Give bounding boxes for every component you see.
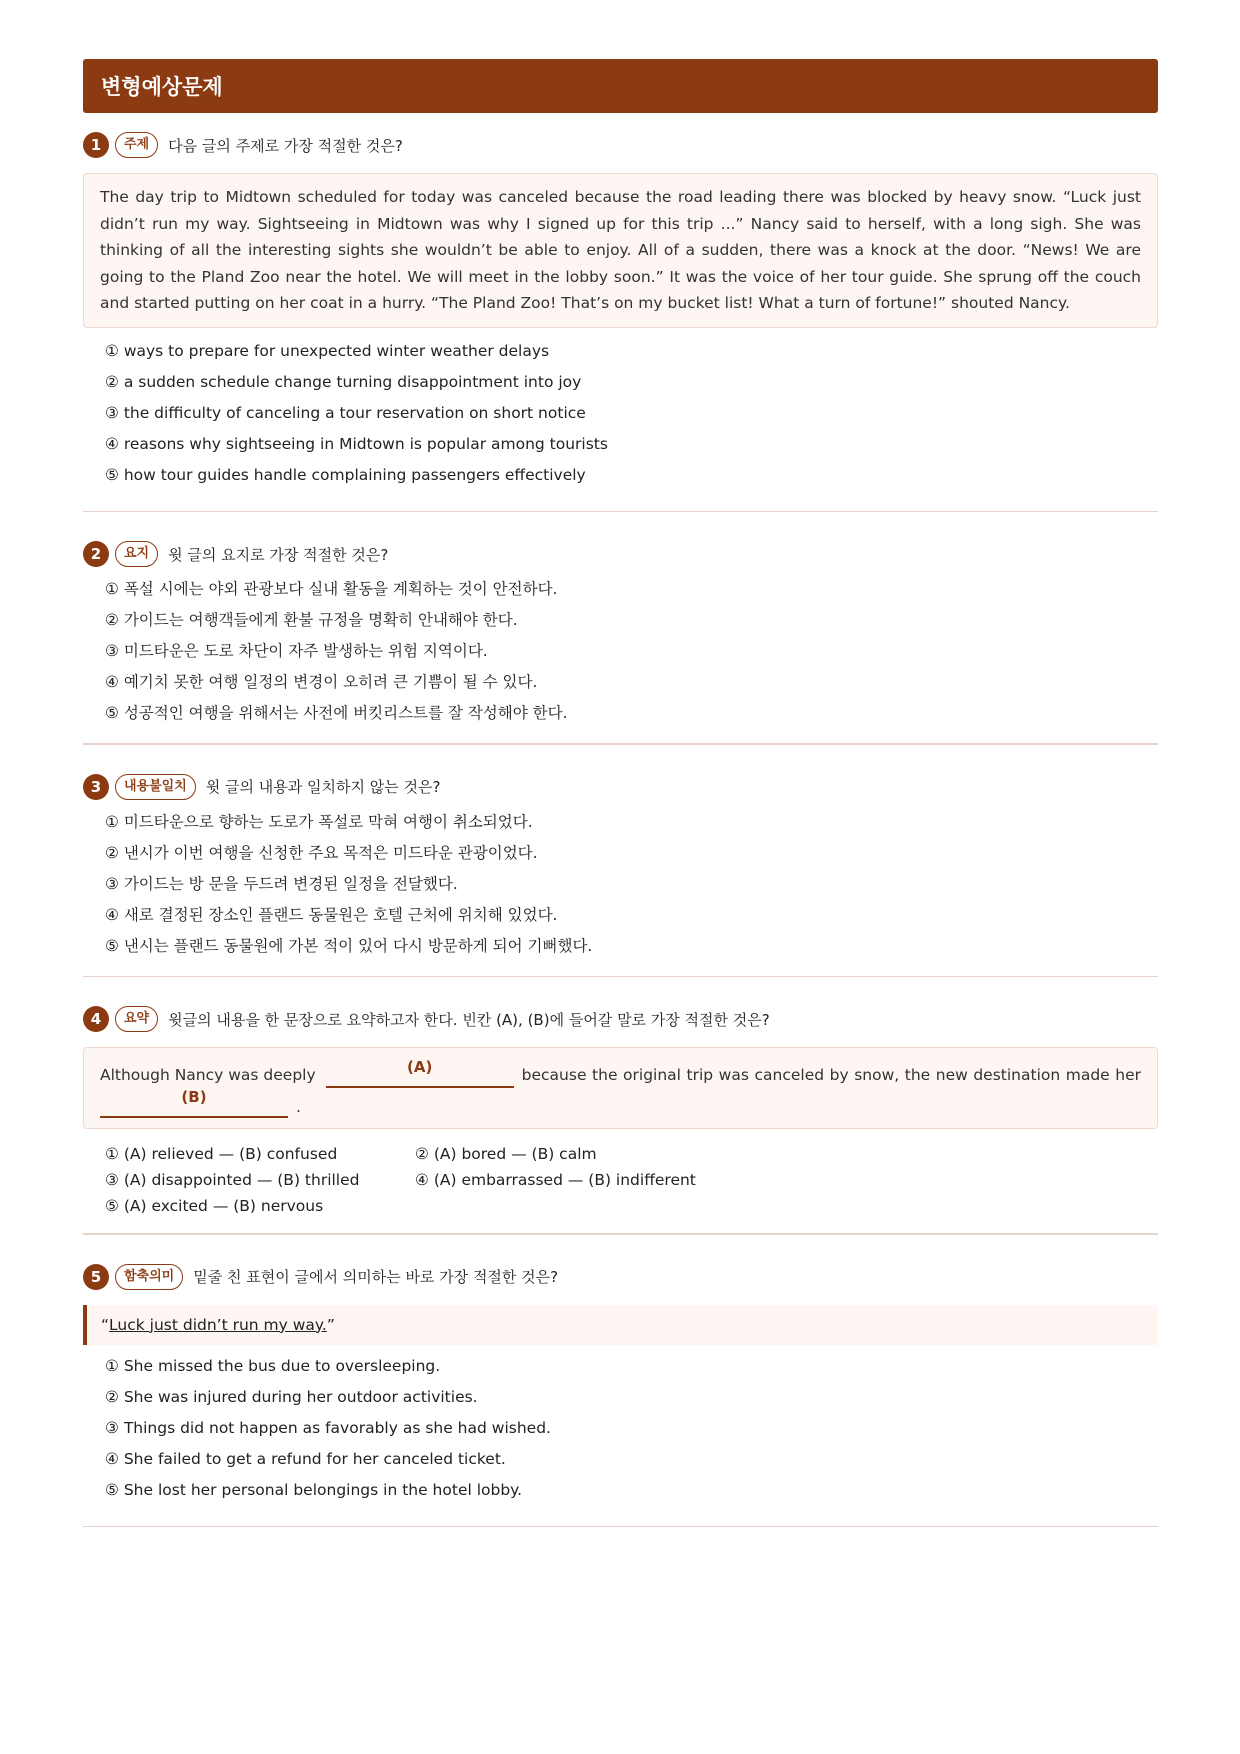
answer-choice[interactable]: ④ 새로 결정된 장소인 플랜드 동물원은 호텔 근처에 위치해 있었다. [105, 905, 558, 924]
section-header [83, 59, 1158, 113]
answer-choice[interactable]: ① 폭설 시에는 야외 관광보다 실내 활동을 계획하는 것이 안전하다. [105, 580, 558, 598]
answer-choice[interactable]: ① ways to prepare for unexpected winter weather delays [105, 341, 550, 360]
question-type-tag: 요지 [115, 541, 158, 567]
quote-close: ” [326, 1315, 335, 1334]
question-prompt: 윗 글의 요지로 가장 적절한 것은? [168, 545, 389, 564]
question-header [83, 536, 1158, 572]
question-number-badge: 5 [83, 1264, 109, 1290]
summary-text: because the original trip was canceled by snow, the new destination made her [521, 1066, 1141, 1084]
question-header [83, 127, 1158, 163]
answer-choice[interactable]: ③ (A) disappointed — (B) thrilled [105, 1171, 360, 1189]
answer-choice[interactable]: ① (A) relieved — (B) confused [105, 1145, 338, 1163]
question-1 [83, 127, 1158, 491]
answer-choice[interactable]: ② (A) bored — (B) calm [415, 1145, 597, 1163]
answer-choice[interactable]: ③ 가이드는 방 문을 두드려 변경된 일정을 전달했다. [105, 874, 458, 893]
divider [83, 743, 1158, 745]
divider [83, 1233, 1158, 1235]
summary-line-1 [100, 1054, 1141, 1090]
answer-choice[interactable]: ② 가이드는 여행객들에게 환불 규정을 명확히 안내해야 한다. [105, 611, 518, 629]
answer-choice[interactable]: ③ the difficulty of canceling a tour reservation on short notice [105, 403, 586, 422]
answer-choices [83, 807, 1158, 962]
question-prompt: 다음 글의 주제로 가장 적절한 것은? [168, 136, 403, 155]
answer-choice[interactable]: ⑤ She lost her personal belongings in the hotel lobby. [105, 1480, 523, 1499]
divider [83, 1526, 1158, 1528]
question-type-tag: 내용불일치 [115, 774, 196, 800]
answer-choice[interactable]: ③ Things did not happen as favorably as she had wished. [105, 1418, 551, 1437]
question-3 [83, 769, 1158, 962]
answer-choice[interactable]: ② 낸시가 이번 여행을 신청한 주요 목적은 미드타운 관광이었다. [105, 843, 538, 862]
question-number-badge: 2 [83, 541, 109, 567]
question-header [83, 1259, 1158, 1295]
quoted-expression [83, 1305, 1158, 1345]
summary-text: Although Nancy was deeply [100, 1066, 316, 1084]
blank-a: (A) [326, 1058, 514, 1088]
answer-choice[interactable]: ⑤ (A) excited — (B) nervous [105, 1197, 324, 1215]
question-prompt: 윗글의 내용을 한 문장으로 요약하고자 한다. 빈칸 (A), (B)에 들어갈 말로 가장 적절한 것은? [168, 1010, 770, 1029]
answer-choices [83, 336, 1158, 491]
worksheet-page [83, 59, 1158, 1527]
summary-end: . [296, 1098, 301, 1116]
question-prompt: 윗 글의 내용과 일치하지 않는 것은? [205, 778, 441, 796]
divider [83, 511, 1158, 513]
question-prompt: 밑줄 친 표현이 글에서 의미하는 바로 가장 적절한 것은? [193, 1268, 559, 1286]
summary-line-2 [100, 1090, 1141, 1120]
answer-choice[interactable]: ④ (A) embarrassed — (B) indifferent [415, 1171, 696, 1189]
question-header [83, 1001, 1158, 1037]
answer-choice[interactable]: ① She missed the bus due to oversleeping. [105, 1356, 441, 1375]
answer-choices [83, 574, 1158, 729]
divider [83, 976, 1158, 978]
question-4 [83, 1001, 1158, 1219]
answer-choice[interactable]: ④ 예기치 못한 여행 일정의 변경이 오히려 큰 기쁨이 될 수 있다. [105, 673, 538, 691]
answer-choice[interactable]: ⑤ 낸시는 플랜드 동물원에 가본 적이 있어 다시 방문하게 되어 기뻐했다. [105, 936, 593, 955]
question-header [83, 769, 1158, 805]
summary-box [83, 1047, 1158, 1129]
answer-choice[interactable]: ② a sudden schedule change turning disappointment into joy [105, 372, 582, 391]
question-type-tag: 요약 [115, 1006, 158, 1032]
answer-choice[interactable]: ⑤ 성공적인 여행을 위해서는 사전에 버킷리스트를 잘 작성해야 한다. [105, 704, 568, 722]
question-type-tag: 함축의미 [115, 1264, 183, 1290]
question-number-badge: 4 [83, 1006, 109, 1032]
question-number-badge: 1 [83, 132, 109, 158]
answer-choice[interactable]: ① 미드타운으로 향하는 도로가 폭설로 막혀 여행이 취소되었다. [105, 812, 533, 831]
blank-b: (B) [100, 1088, 288, 1118]
question-5 [83, 1259, 1158, 1506]
reading-passage: The day trip to Midtown scheduled for today was canceled because the road leading there was blocked by heavy snow. “Luck just didn’t run my way. Sightseeing in Midtown was why I signed up for this trip ...” Nancy said to herself, with a long sigh. She was thinking of all the interesting sights she wouldn’t be able to enjoy. All of a sudden, there was a knock at the door. “News! We are going to the Pland Zoo near the hotel. We will meet in the lobby soon.” It was the voice of her tour guide. She sprung off the couch and started putting on her coat in a hurry. “The Pland Zoo! That’s on my bucket list! What a turn of fortune!” shouted Nancy. [83, 173, 1158, 328]
answer-choice[interactable]: ④ She failed to get a refund for her canceled ticket. [105, 1449, 506, 1468]
question-2 [83, 536, 1158, 729]
quote-open: “ [101, 1315, 110, 1334]
answer-choice[interactable]: ④ reasons why sightseeing in Midtown is popular among tourists [105, 434, 608, 453]
answer-choice[interactable]: ⑤ how tour guides handle complaining passengers effectively [105, 465, 586, 484]
section-title: 변형예상문제 [101, 75, 223, 99]
answer-choice[interactable]: ③ 미드타운은 도로 차단이 자주 발생하는 위험 지역이다. [105, 642, 488, 660]
answer-choice[interactable]: ② She was injured during her outdoor activities. [105, 1387, 478, 1406]
answer-choices [83, 1141, 1158, 1219]
question-type-tag: 주제 [115, 132, 158, 158]
question-number-badge: 3 [83, 774, 109, 800]
answer-choices [83, 1351, 1158, 1506]
underlined-expression: Luck just didn’t run my way. [109, 1315, 327, 1334]
